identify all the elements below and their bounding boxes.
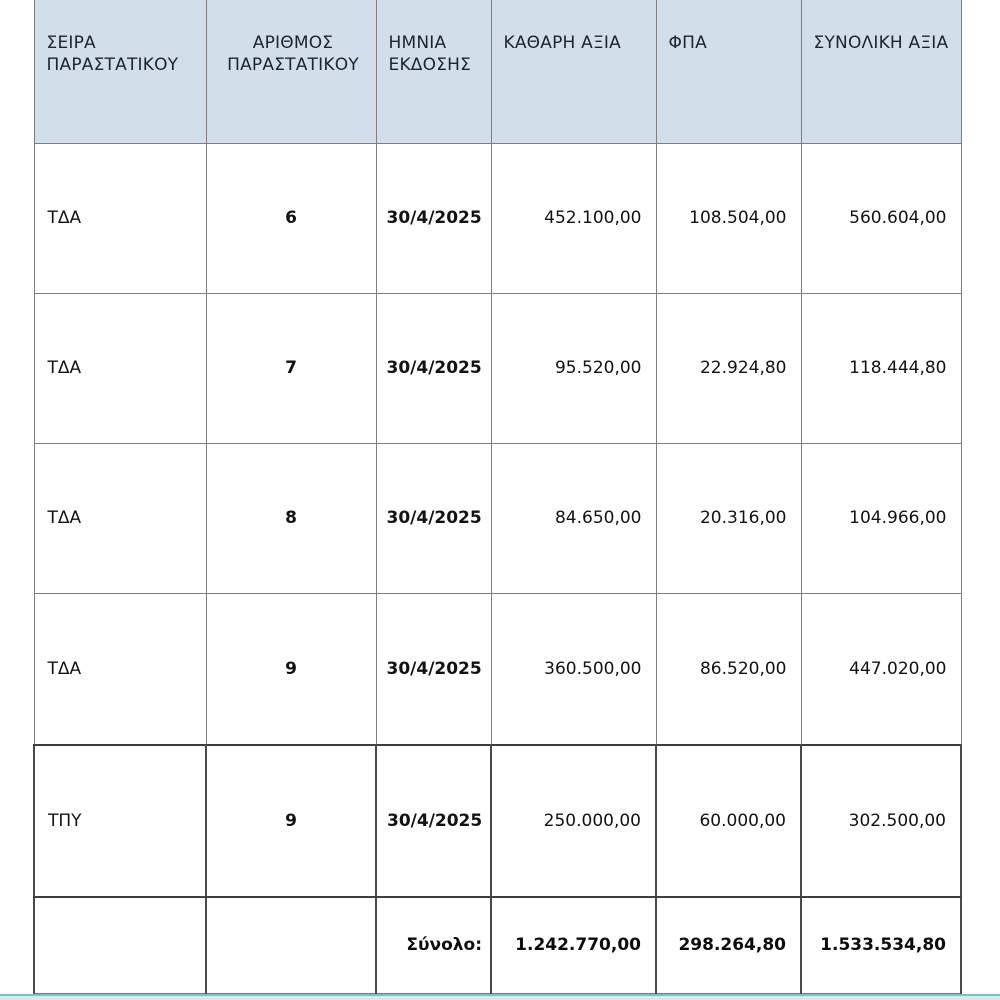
cell-net-value: 452.100,00 xyxy=(491,143,656,293)
cell-total-value: 104.966,00 xyxy=(801,443,961,593)
table-row xyxy=(34,443,961,593)
cell-date: 30/4/2025 xyxy=(376,293,491,443)
cell-total-value: 447.020,00 xyxy=(801,593,961,745)
table-header-row xyxy=(34,0,961,143)
totals-empty-cell xyxy=(206,897,376,993)
cell-total-value: 302.500,00 xyxy=(801,745,961,897)
next-section-divider xyxy=(0,994,1000,1000)
table-row xyxy=(34,293,961,443)
cell-vat: 22.924,80 xyxy=(656,293,801,443)
cell-total-value: 118.444,80 xyxy=(801,293,961,443)
cell-vat: 60.000,00 xyxy=(656,745,801,897)
cell-number: 7 xyxy=(206,293,376,443)
cell-vat: 108.504,00 xyxy=(656,143,801,293)
column-header-number: ΑΡΙΘΜΟΣ ΠΑΡΑΣΤΑΤΙΚΟΥ xyxy=(206,0,376,143)
cell-net-value: 95.520,00 xyxy=(491,293,656,443)
cell-net-value: 250.000,00 xyxy=(491,745,656,897)
column-header-total-value: ΣΥΝΟΛΙΚΗ ΑΞΙΑ xyxy=(801,0,961,143)
invoice-summary-table xyxy=(33,0,962,994)
cell-series: ΤΔΑ xyxy=(34,293,206,443)
table-row xyxy=(34,593,961,745)
cell-date: 30/4/2025 xyxy=(376,143,491,293)
cell-net-value: 360.500,00 xyxy=(491,593,656,745)
cell-number: 6 xyxy=(206,143,376,293)
cell-number: 9 xyxy=(206,745,376,897)
column-header-issue-date: ΗΜΝΙΑ ΕΚΔΟΣΗΣ xyxy=(376,0,491,143)
totals-total-value: 1.533.534,80 xyxy=(801,897,961,993)
cell-series: ΤΠΥ xyxy=(34,745,206,897)
cell-series: ΤΔΑ xyxy=(34,443,206,593)
totals-label: Σύνολο: xyxy=(376,897,491,993)
column-header-series: ΣΕΙΡΑ ΠΑΡΑΣΤΑΤΙΚΟΥ xyxy=(34,0,206,143)
column-header-net-value: ΚΑΘΑΡΗ ΑΞΙΑ xyxy=(491,0,656,143)
totals-vat: 298.264,80 xyxy=(656,897,801,993)
totals-empty-cell xyxy=(34,897,206,993)
cell-series: ΤΔΑ xyxy=(34,593,206,745)
cell-vat: 20.316,00 xyxy=(656,443,801,593)
totals-net-value: 1.242.770,00 xyxy=(491,897,656,993)
cell-date: 30/4/2025 xyxy=(376,593,491,745)
cell-number: 9 xyxy=(206,593,376,745)
column-header-vat: ΦΠΑ xyxy=(656,0,801,143)
cell-series: ΤΔΑ xyxy=(34,143,206,293)
cell-date: 30/4/2025 xyxy=(376,745,491,897)
table-row xyxy=(34,143,961,293)
totals-row xyxy=(34,897,961,993)
cell-date: 30/4/2025 xyxy=(376,443,491,593)
cell-total-value: 560.604,00 xyxy=(801,143,961,293)
cell-number: 8 xyxy=(206,443,376,593)
cell-net-value: 84.650,00 xyxy=(491,443,656,593)
table-row xyxy=(34,745,961,897)
cell-vat: 86.520,00 xyxy=(656,593,801,745)
